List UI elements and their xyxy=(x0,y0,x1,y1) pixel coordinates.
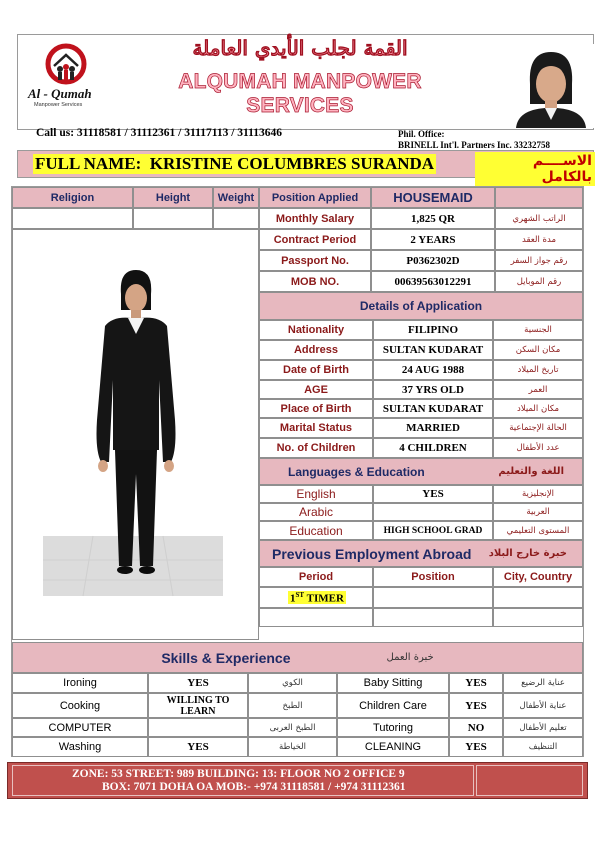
city-country-header: City, Country xyxy=(493,567,583,587)
skill-label-right: CLEANING xyxy=(337,737,449,757)
languages-education-header xyxy=(259,458,583,485)
skill-arabic: الطبخ العربى xyxy=(248,718,337,737)
phil-office-label: Phil. Office: xyxy=(398,129,445,139)
passport-arabic: رقم جواز السفر xyxy=(495,250,583,271)
employment-position-cell-2 xyxy=(373,608,493,627)
skill-label-right: Tutoring xyxy=(337,718,449,737)
contract-period-value: 2 YEARS xyxy=(371,229,495,250)
phil-office-value: BRINELL Int'l. Partners Inc. 33232758 xyxy=(398,140,551,150)
skills-experience-arabic: خبرة العمل xyxy=(386,652,434,663)
detail-label: Nationality xyxy=(259,320,373,340)
religion-value xyxy=(12,208,133,229)
first-timer-badge: 1ST TIMER xyxy=(290,590,344,605)
skill-label: COMPUTER xyxy=(12,718,148,737)
detail-value: 4 CHILDREN xyxy=(373,438,493,458)
skill-value: YES xyxy=(148,673,248,693)
skill-arabic-right: عناية الأطفال xyxy=(503,693,583,718)
skill-value-right: YES xyxy=(449,693,503,718)
mob-no-arabic: رقم الموبايل xyxy=(495,271,583,292)
language-value xyxy=(373,503,493,521)
detail-label: No. of Children xyxy=(259,438,373,458)
previous-employment-header xyxy=(259,540,583,567)
detail-arabic: العمر xyxy=(493,380,583,399)
detail-label: Place of Birth xyxy=(259,399,373,418)
contract-period-arabic: مدة العقد xyxy=(495,229,583,250)
detail-arabic: عدد الأطفال xyxy=(493,438,583,458)
skill-value-right: YES xyxy=(449,673,503,693)
monthly-salary-value: 1,825 QR xyxy=(371,208,495,229)
language-label: Education xyxy=(259,521,373,540)
footer-blank-box xyxy=(476,765,583,796)
skill-value: WILLING TO LEARN xyxy=(148,693,248,718)
language-value: HIGH SCHOOL GRAD xyxy=(373,521,493,540)
skill-label-right: Children Care xyxy=(337,693,449,718)
position-header: Position xyxy=(373,567,493,587)
employment-period-cell-2 xyxy=(259,608,373,627)
full-name-arabic-label: الاســــم بالكامل xyxy=(475,152,595,186)
weight-header: Weight xyxy=(213,187,259,208)
detail-arabic: الحالة الإجتماعية xyxy=(493,418,583,438)
mob-no-value: 00639563012291 xyxy=(371,271,495,292)
skill-arabic-right: عناية الرضيع xyxy=(503,673,583,693)
detail-value: SULTAN KUDARAT xyxy=(373,340,493,360)
skill-label: Ironing xyxy=(12,673,148,693)
detail-label: AGE xyxy=(259,380,373,399)
language-arabic: الإنجليزية xyxy=(493,485,583,503)
employment-period-cell xyxy=(259,587,373,608)
language-arabic: العربية xyxy=(493,503,583,521)
skill-value-right: YES xyxy=(449,737,503,757)
detail-arabic: تاريخ الميلاد xyxy=(493,360,583,380)
skill-arabic: الطبخ xyxy=(248,693,337,718)
detail-arabic: مكان السكن xyxy=(493,340,583,360)
languages-education-title: Languages & Education xyxy=(288,464,425,479)
height-value xyxy=(133,208,213,229)
call-us-numbers: Call us: 31118581 / 31112361 / 31117113 / 31113646 xyxy=(36,127,283,139)
detail-value: 37 YRS OLD xyxy=(373,380,493,399)
position-blank xyxy=(495,187,583,208)
skill-value: YES xyxy=(148,737,248,757)
employment-city-cell xyxy=(493,587,583,608)
passport-label: Passport No. xyxy=(259,250,371,271)
footer-address-line1: ZONE: 53 STREET: 989 BUILDING: 13: FLOOR NO 2 OFFICE 9 xyxy=(72,768,405,780)
headshot-photo xyxy=(508,44,594,128)
skill-arabic: الخياطة xyxy=(248,737,337,757)
detail-value: SULTAN KUDARAT xyxy=(373,399,493,418)
languages-education-arabic: اللغة والتعليم xyxy=(498,466,564,477)
detail-label: Date of Birth xyxy=(259,360,373,380)
skill-label: Cooking xyxy=(12,693,148,718)
detail-arabic: الجنسية xyxy=(493,320,583,340)
detail-arabic: مكان الميلاد xyxy=(493,399,583,418)
height-header: Height xyxy=(133,187,213,208)
language-label: Arabic xyxy=(259,503,373,521)
skill-arabic-right: تعليم الأطفال xyxy=(503,718,583,737)
logo-text: Al - Qumah xyxy=(28,86,92,101)
full-name xyxy=(33,154,436,174)
details-of-application-header: Details of Application xyxy=(259,292,583,320)
period-header: Period xyxy=(259,567,373,587)
contract-period-label: Contract Period xyxy=(259,229,371,250)
detail-value: FILIPINO xyxy=(373,320,493,340)
skill-arabic: الكوي xyxy=(248,673,337,693)
monthly-salary-label: Monthly Salary xyxy=(259,208,371,229)
employment-position-cell xyxy=(373,587,493,608)
company-logo xyxy=(24,42,114,112)
detail-value: 24 AUG 1988 xyxy=(373,360,493,380)
religion-header: Religion xyxy=(12,187,133,208)
employment-city-cell-2 xyxy=(493,608,583,627)
full-body-photo xyxy=(13,230,260,641)
skills-experience-title: Skills & Experience xyxy=(161,649,291,666)
detail-value: MARRIED xyxy=(373,418,493,438)
language-arabic: المستوى التعليمي xyxy=(493,521,583,540)
logo-subtext: Manpower Services xyxy=(34,102,83,108)
language-label: English xyxy=(259,485,373,503)
weight-value xyxy=(213,208,259,229)
passport-value: P0362302D xyxy=(371,250,495,271)
full-name-label: FULL NAME: xyxy=(35,154,142,173)
skill-label-right: Baby Sitting xyxy=(337,673,449,693)
previous-employment-title: Previous Employment Abroad xyxy=(272,545,472,562)
skill-arabic-right: التنظيف xyxy=(503,737,583,757)
detail-label: Address xyxy=(259,340,373,360)
skill-label: Washing xyxy=(12,737,148,757)
full-name-value: KRISTINE COLUMBRES SURANDA xyxy=(149,154,435,173)
skills-experience-header xyxy=(12,642,583,673)
previous-employment-arabic: خبرة خارج البلاد xyxy=(488,548,567,559)
full-body-photo-frame xyxy=(12,229,259,640)
monthly-salary-arabic: الراتب الشهري xyxy=(495,208,583,229)
position-applied-header: Position Applied xyxy=(259,187,371,208)
mob-no-label: MOB NO. xyxy=(259,271,371,292)
position-value: HOUSEMAID xyxy=(371,187,495,208)
skill-value-right: NO xyxy=(449,718,503,737)
language-value: YES xyxy=(373,485,493,503)
skill-value xyxy=(148,718,248,737)
detail-label: Marital Status xyxy=(259,418,373,438)
company-name-english: ALQUMAH MANPOWER SERVICES xyxy=(178,70,422,117)
footer-address-line2: BOX: 7071 DOHA OA MOB:- +974 31118581 / +974 31112361 xyxy=(102,781,406,793)
company-name-arabic: القمة لجلب الأيدي العاملة xyxy=(192,36,408,60)
